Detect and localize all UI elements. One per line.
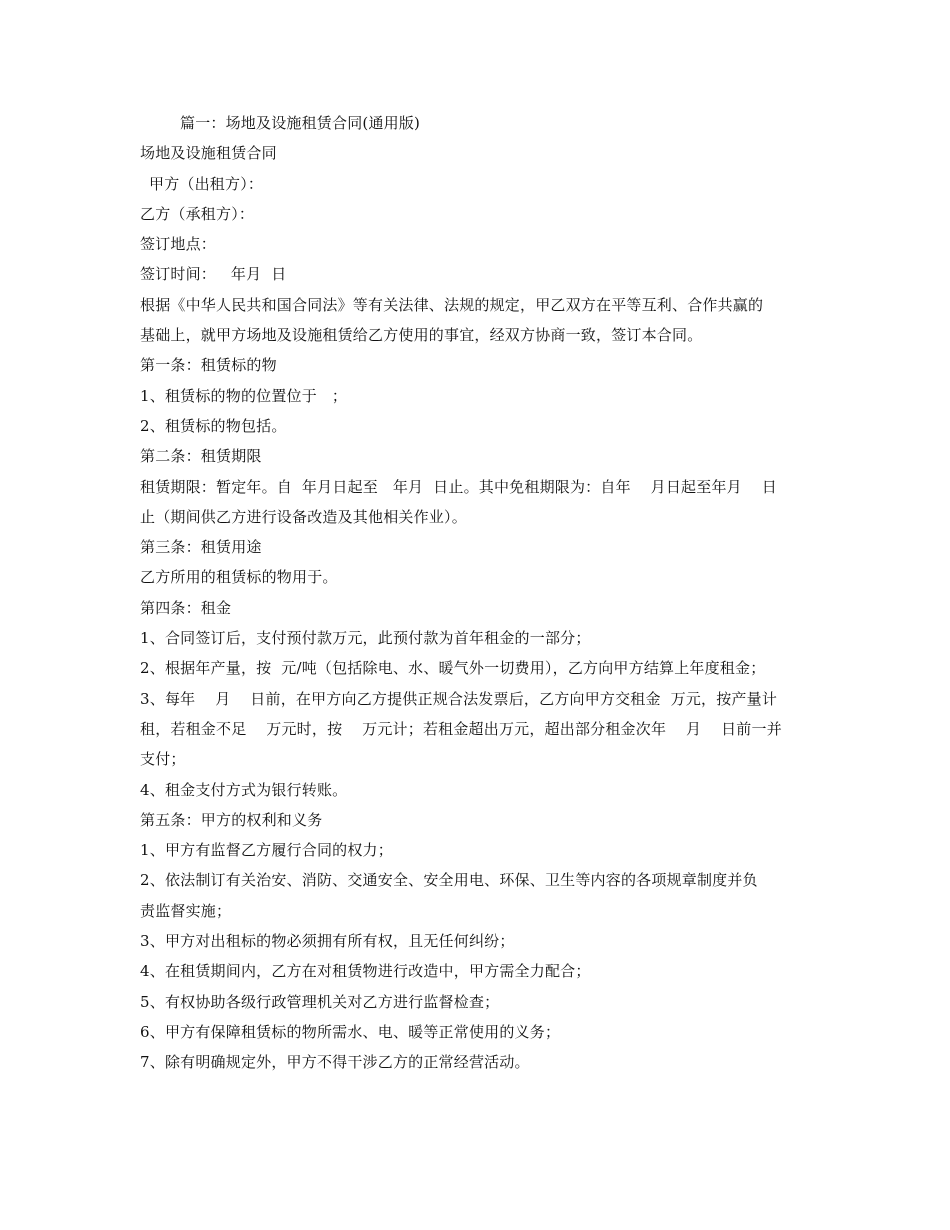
article-2-line: 租赁期限：暂定年。自 年月日起至 年月 日止。其中免租期限为：自年 月日起至年月 日 [140,477,777,496]
preamble-line: 基础上，就甲方场地及设施租赁给乙方使用的事宜，经双方协商一致，签订本合同。 [140,326,703,345]
article-5-line: 6、甲方有保障租赁标的物所需水、电、暖等正常使用的义务； [140,1022,561,1041]
article-4-line: 1、合同签订后，支付预付款万元，此预付款为首年租金的一部分； [140,629,591,648]
party-b-line: 乙方（承租方）： [140,204,255,223]
document-heading: 篇一：场地及设施租赁合同(通用版) [180,114,421,132]
sign-place-line: 签订地点： [140,235,217,254]
article-3-title: 第三条：租赁用途 [140,538,262,557]
article-2-line: 止（期间供乙方进行设备改造及其他相关作业）。 [140,507,467,526]
article-1-item: 2、租赁标的物包括。 [140,416,287,435]
article-4-line: 2、根据年产量，按 元/吨（包括除电、水、暖气外一切费用），乙方向甲方结算上年度租金； [140,659,766,678]
article-1-title: 第一条：租赁标的物 [140,356,277,375]
article-5-line: 2、依法制订有关治安、消防、交通安全、安全用电、环保、卫生等内容的各项规章制度并负 [140,871,758,890]
article-5-line: 5、有权协助各级行政管理机关对乙方进行监督检查； [140,992,500,1011]
article-4-line: 租，若租金不足 万元时，按 万元计；若租金超出万元，超出部分租金次年 月 日前一并 [140,719,782,738]
article-1-item: 1、租赁标的物的位置位于 ； [140,386,348,405]
article-4-line: 4、租金支付方式为银行转账。 [140,780,348,799]
article-4-line: 3、每年 月 日前，在甲方向乙方提供正规合法发票后，乙方向甲方交租金 万元，按产量计 [140,689,778,708]
article-5-line: 责监督实施； [140,901,232,920]
party-a-line: 甲方（出租方）： [149,174,264,193]
article-4-title: 第四条：租金 [140,598,232,617]
article-2-title: 第二条：租赁期限 [140,447,262,466]
article-5-line: 3、甲方对出租标的物必须拥有所有权，且无任何纠纷； [140,932,515,951]
article-5-line: 4、在租赁期间内，乙方在对租赁物进行改造中，甲方需全力配合； [140,962,591,981]
sign-time-line: 签订时间： 年月 日 [140,265,287,284]
preamble-line: 根据《中华人民共和国合同法》等有关法律、法规的规定，甲乙双方在平等互利、合作共赢的 [140,295,764,314]
article-5-line: 1、甲方有监督乙方履行合同的权力； [140,841,393,860]
contract-title: 场地及设施租赁合同 [140,144,277,163]
article-5-line: 7、除有明确规定外，甲方不得干涉乙方的正常经营活动。 [140,1053,530,1072]
article-4-line: 支付； [140,750,186,769]
article-3-line: 乙方所用的租赁标的物用于。 [140,568,338,587]
article-5-title: 第五条：甲方的权利和义务 [140,810,323,829]
document-body [140,108,815,1078]
